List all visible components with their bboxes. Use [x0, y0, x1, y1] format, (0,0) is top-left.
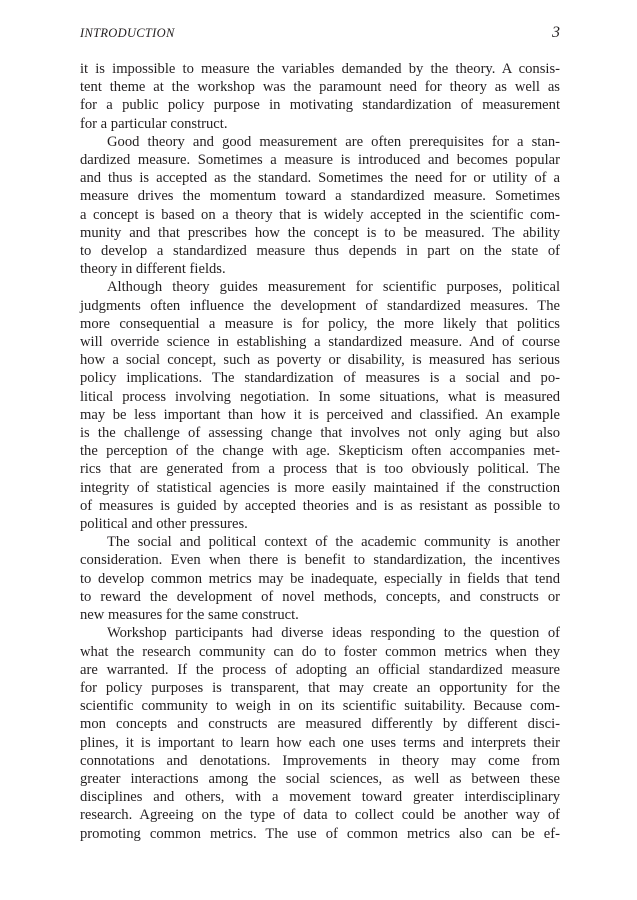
- text-line: a concept is based on a theory that is widely accepted in the scientific com-: [80, 206, 560, 223]
- text-line: plines, it is important to learn how each one uses terms and interprets their: [80, 734, 560, 751]
- text-line: greater interactions among the social sciences, as well as between these: [80, 770, 560, 787]
- text-line: promoting common metrics. The use of common metrics also can be ef-: [80, 825, 560, 842]
- paragraph: [80, 533, 560, 624]
- text-line: integrity of statistical agencies is more easily maintained if the construction: [80, 479, 560, 496]
- paragraph: [80, 133, 560, 279]
- text-line: research. Agreeing on the type of data to collect could be another way of: [80, 807, 560, 824]
- paragraph: [80, 60, 560, 133]
- paragraph: [80, 278, 560, 533]
- text-line: dardized measure. Sometimes a measure is introduced and becomes popular: [80, 152, 560, 169]
- text-line: how a social concept, such as poverty or disability, is measured has serious: [80, 352, 560, 369]
- text-line: political and other pressures.: [80, 516, 248, 533]
- text-line: more consequential a measure is for policy, the more likely that politics: [80, 315, 560, 332]
- running-title: INTRODUCTION: [80, 26, 175, 40]
- body-text: [80, 60, 560, 843]
- text-line: munity and that prescribes how the concept is to be measured. The ability: [80, 224, 560, 241]
- paragraph: [80, 624, 560, 842]
- text-line: measure drives the momentum toward a standardized measure. Sometimes: [80, 188, 560, 205]
- text-line: Although theory guides measurement for scientific purposes, political: [107, 279, 560, 296]
- text-line: of measures is guided by accepted theories and is as resistant as possible to: [80, 497, 560, 514]
- text-line: Workshop participants had diverse ideas responding to the question of: [107, 625, 560, 642]
- text-line: for a public policy purpose in motivating standardization of measurement: [80, 97, 560, 114]
- text-line: scientific community to weigh in on its scientific suitability. Because com-: [80, 698, 560, 715]
- text-line: Good theory and good measurement are often prerequisites for a stan-: [107, 133, 560, 150]
- text-line: connotations and denotations. Improvements in theory may come from: [80, 752, 560, 769]
- text-line: The social and political context of the academic community is another: [107, 534, 560, 551]
- text-line: for policy purposes is transparent, that may create an opportunity for the: [80, 679, 560, 696]
- text-line: for a particular construct.: [80, 115, 228, 132]
- text-line: rics that are generated from a process that is too obviously political. The: [80, 461, 560, 478]
- text-line: consideration. Even when there is benefit to standardization, the incentives: [80, 552, 560, 569]
- text-line: and thus is accepted as the standard. Sometimes the need for or utility of a: [80, 170, 560, 187]
- text-line: policy implications. The standardization of measures is a social and po-: [80, 370, 560, 387]
- text-line: will override science in establishing a standardized measure. And of course: [80, 334, 560, 351]
- text-line: to reward the development of novel methods, concepts, and constructs or: [80, 588, 560, 605]
- text-line: it is impossible to measure the variables demanded by the theory. A consis-: [80, 61, 560, 77]
- text-line: what the research community can do to foster common metrics when they: [80, 643, 560, 660]
- text-line: theory in different fields.: [80, 261, 226, 278]
- text-line: litical process involving negotiation. In some situations, what is measured: [80, 388, 560, 405]
- text-line: the perception of the change with age. Skepticism often accompanies met-: [80, 443, 560, 460]
- text-line: are warranted. If the process of adopting an official standardized measure: [80, 661, 560, 678]
- text-line: judgments often influence the development of standardized measures. The: [80, 297, 560, 314]
- page-number: 3: [552, 24, 560, 41]
- text-line: to develop a standardized measure thus depends in part on the state of: [80, 243, 560, 260]
- running-head: [80, 24, 560, 42]
- text-line: disciplines and others, with a movement toward greater interdisciplinary: [80, 789, 560, 806]
- text-line: is the challenge of assessing change that involves not only aging but also: [80, 425, 560, 442]
- text-line: tent theme at the workshop was the paramount need for theory as well as: [80, 79, 560, 96]
- text-line: to develop common metrics may be inadequate, especially in fields that tend: [80, 570, 560, 587]
- text-line: may be less important than how it is perceived and classified. An example: [80, 406, 560, 423]
- text-line: mon concepts and constructs are measured differently by different disci-: [80, 716, 560, 733]
- text-line: new measures for the same construct.: [80, 607, 299, 624]
